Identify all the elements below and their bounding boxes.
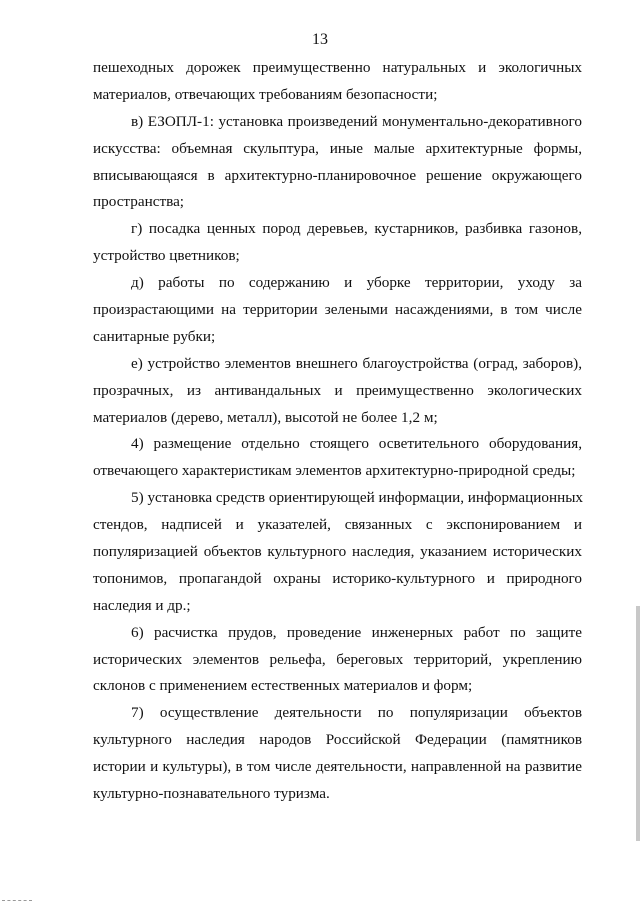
text-line: в) ЕЗОПЛ-1: установка произведений монументально-декоративного [131,112,582,130]
text-line: санитарные рубки; [93,327,216,345]
text-line: д) работы по содержанию и уборке территории, уходу за [131,274,582,292]
page-number: 13 [312,31,328,48]
text-line: е) устройство элементов внешнего благоустройства (оград, заборов), [131,354,582,372]
text-line: 5) установка средств ориентирующей информации, информационных [131,489,583,507]
body-text [93,55,582,808]
text-line: истории и культуры), в том числе деятельности, направленной на развитие [93,758,582,776]
text-line: склонов с применением естественных материалов и форм; [93,677,473,695]
text-line: устройство цветников; [93,247,240,265]
text-line: пешеходных дорожек преимущественно натуральных и экологичных [93,59,582,76]
text-line: 7) осуществление деятельности по популяризации объектов [131,704,582,722]
text-line: 6) расчистка прудов, проведение инженерных работ по защите [131,623,582,641]
text-line: культурно-познавательного туризма. [93,785,330,803]
text-line: культурного наследия народов Российской Федерации (памятников [93,731,582,749]
text-line: стендов, надписей и указателей, связанных с экспонированием и [93,516,582,534]
text-line: отвечающего характеристикам элементов архитектурно-природной среды; [93,462,576,480]
text-line: вписывающаяся в архитектурно-планировочное решение окружающего [93,166,582,184]
text-line: материалов (дерево, металл), высотой не более 1,2 м; [93,408,438,426]
text-line: 4) размещение отдельно стоящего осветительного оборудования, [131,435,582,453]
text-line: топонимов, пропагандой охраны историко-культурного и природного [93,569,582,587]
text-line: материалов, отвечающих требованиям безопасности; [93,85,438,103]
text-line: наследия и др.; [93,596,191,614]
text-line: пространства; [93,193,185,211]
text-line: прозрачных, из антивандальных и преимущественно экологических [93,381,582,399]
text-line: исторических элементов рельефа, береговых территорий, укреплению [93,650,582,668]
scan-corner-mark [2,900,32,903]
scan-edge-shadow [636,606,640,841]
text-line: популяризацией объектов культурного наследия, указанием исторических [93,543,582,561]
text-line: г) посадка ценных пород деревьев, кустарников, разбивка газонов, [131,220,582,238]
text-line: произрастающими на территории зелеными насаждениями, в том числе [93,301,582,319]
text-line: искусства: объемная скульптура, иные малые архитектурные формы, [93,139,582,157]
